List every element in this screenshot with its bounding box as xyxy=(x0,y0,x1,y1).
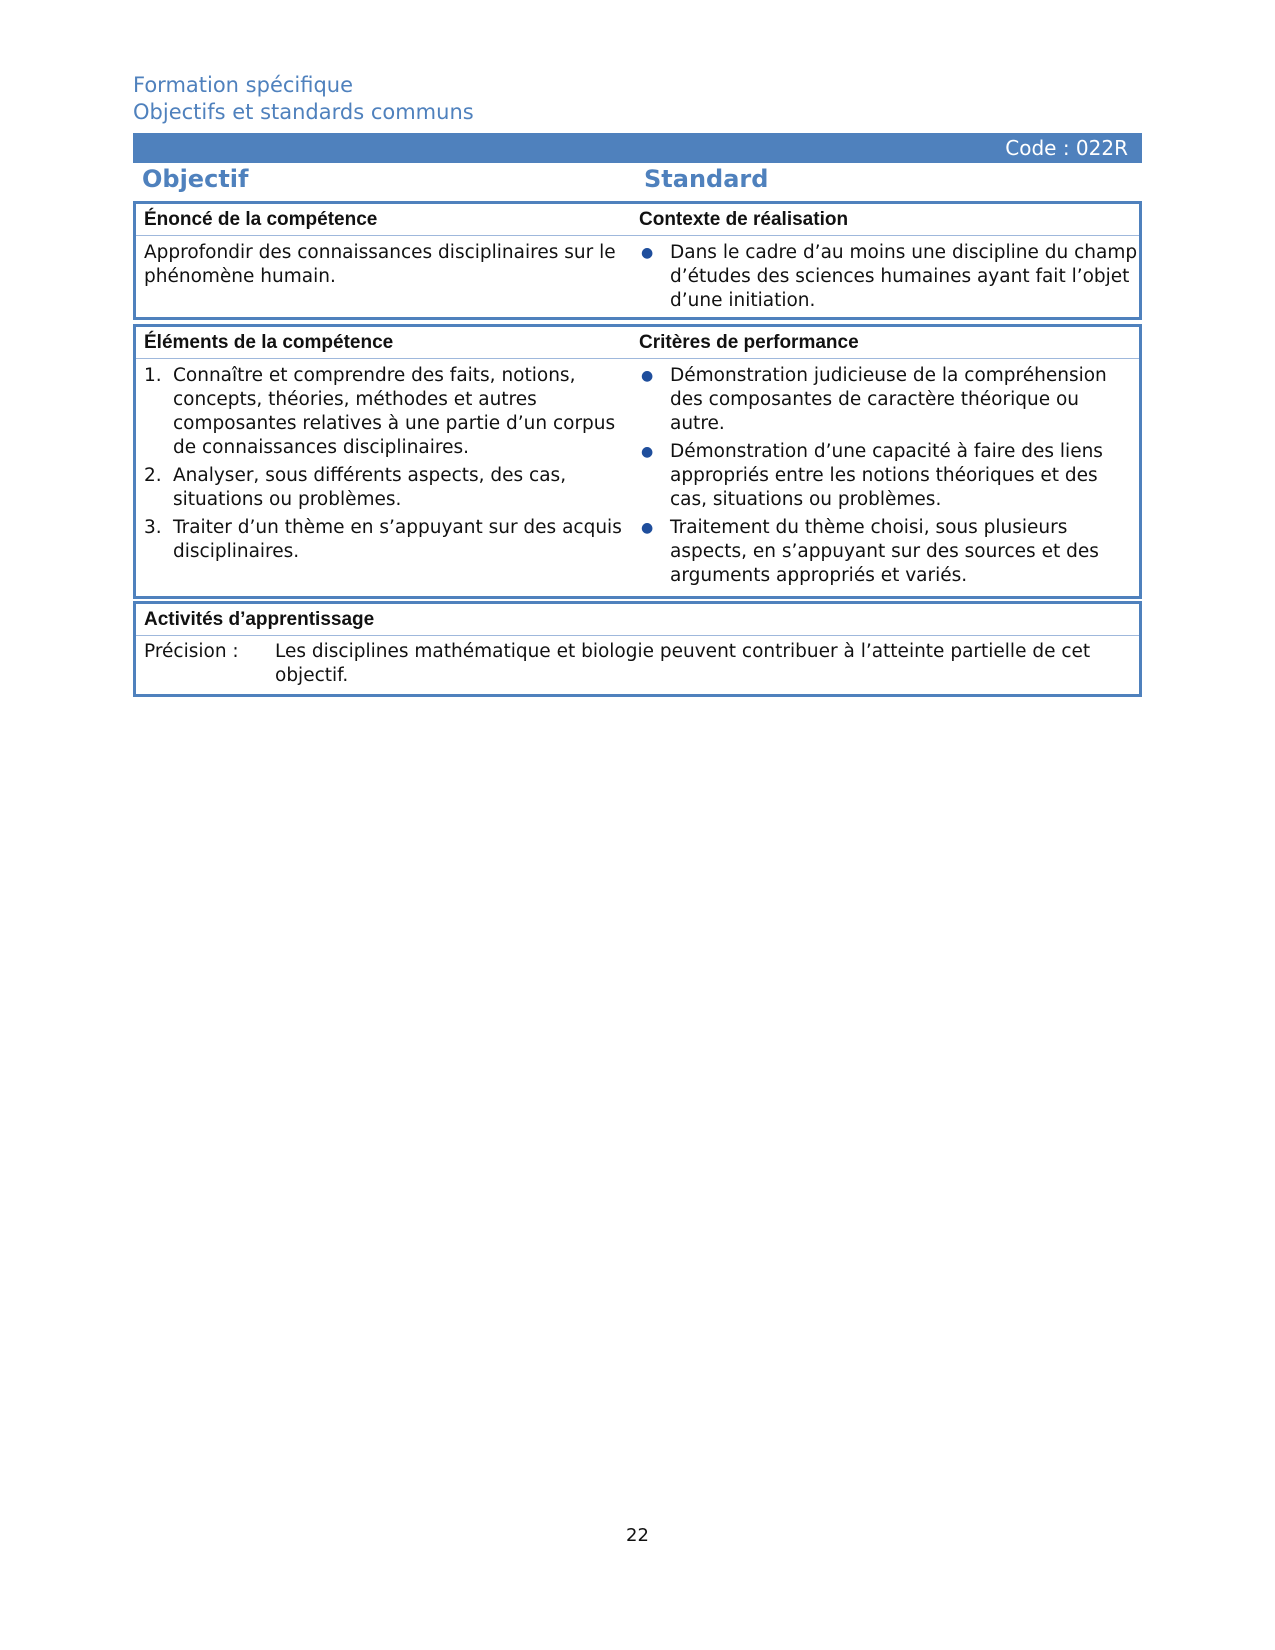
list-item xyxy=(639,364,1139,436)
element-text: Traiter d’un thème en s’appuyant sur des acquis disciplinaires. xyxy=(173,517,622,562)
contexte-item-text: Dans le cadre d’au moins une discipline du champ d’études des sciences humaines ayant fait l’objet d’une initiation. xyxy=(670,242,1138,311)
header-line-1: Formation spécifique xyxy=(133,73,354,97)
activites-box-header xyxy=(136,604,1139,636)
list-item xyxy=(144,516,625,564)
criteres-content xyxy=(639,364,1139,592)
precision-text: Les disciplines mathématique et biologie peuvent contribuer à l’atteinte partielle de cet objectif. xyxy=(275,641,1091,686)
elements-list xyxy=(144,364,625,564)
bullet-icon: ● xyxy=(641,520,654,536)
elements-box xyxy=(133,324,1142,599)
elements-content xyxy=(136,364,639,592)
critere-text: Démonstration judicieuse de la compréhension des composantes de caractère théorique ou autre. xyxy=(670,365,1107,434)
element-text: Connaître et comprendre des faits, notions, concepts, théories, méthodes et autres composantes relatives à une partie d’un corpus de connaissances disciplinaires. xyxy=(173,365,616,458)
list-item xyxy=(144,364,625,460)
contexte-title: Contexte de réalisation xyxy=(639,208,849,230)
page-header xyxy=(133,72,474,126)
activites-box-body xyxy=(136,636,1139,694)
enonce-box-header xyxy=(136,204,1139,236)
element-number: 2. xyxy=(144,465,162,486)
list-item xyxy=(639,241,1139,313)
code-bar xyxy=(133,133,1142,163)
header-line-2: Objectifs et standards communs xyxy=(133,100,474,124)
critere-text: Traitement du thème choisi, sous plusieurs aspects, en s’appuyant sur des sources et des arguments appropriés et variés. xyxy=(670,517,1099,586)
activites-box xyxy=(133,601,1142,697)
elements-box-header xyxy=(136,327,1139,359)
bullet-icon: ● xyxy=(641,245,654,261)
bullet-icon: ● xyxy=(641,368,654,384)
contexte-list xyxy=(639,241,1139,313)
enonce-text: Approfondir des connaissances disciplinaires sur le phénomène humain. xyxy=(144,242,616,287)
list-item xyxy=(144,464,625,512)
list-item xyxy=(639,440,1139,512)
enonce-box xyxy=(133,201,1142,320)
enonce-title: Énoncé de la compétence xyxy=(144,208,378,230)
enonce-box-body xyxy=(136,236,1139,317)
element-text: Analyser, sous différents aspects, des cas, situations ou problèmes. xyxy=(173,465,567,510)
code-label: Code : 022R xyxy=(1005,136,1128,160)
page-number: 22 xyxy=(626,1525,649,1546)
bullet-icon: ● xyxy=(641,444,654,460)
precision-label: Précision : xyxy=(144,641,239,662)
list-item xyxy=(639,516,1139,588)
activites-title: Activités d’apprentissage xyxy=(144,608,375,630)
elements-box-body xyxy=(136,359,1139,592)
critere-text: Démonstration d’une capacité à faire des liens appropriés entre les notions théoriques et des cas, situations ou problèmes. xyxy=(670,441,1103,510)
standard-title: Standard xyxy=(644,165,769,193)
contexte-content xyxy=(639,241,1139,317)
element-number: 1. xyxy=(144,365,162,386)
elements-title: Éléments de la compétence xyxy=(144,331,394,353)
criteres-list xyxy=(639,364,1139,588)
criteres-title: Critères de performance xyxy=(639,331,859,353)
objectif-title: Objectif xyxy=(142,165,249,193)
element-number: 3. xyxy=(144,517,162,538)
